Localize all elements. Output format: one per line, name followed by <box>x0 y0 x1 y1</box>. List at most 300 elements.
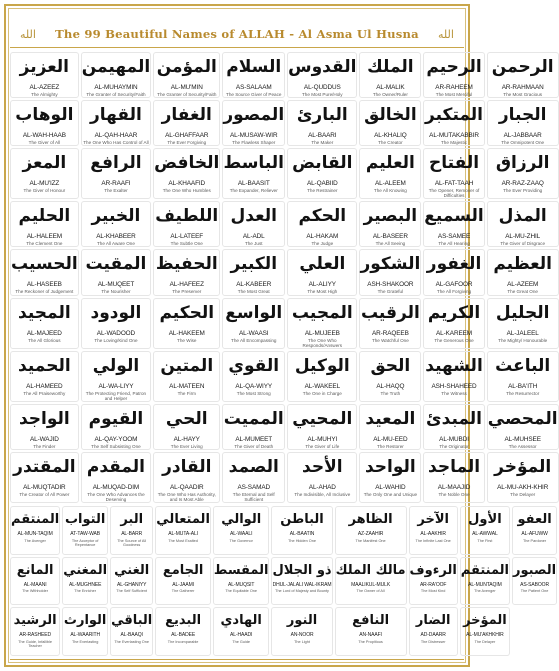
transliteration: AL-AHAD <box>308 483 336 491</box>
english-meaning: The Lord of Majesty and Bounty <box>275 589 329 594</box>
name-card <box>10 452 79 503</box>
english-meaning: The Giver of Disgrace <box>500 241 546 247</box>
transliteration: AL-AZEEM <box>507 281 539 289</box>
english-meaning: The Avenger <box>24 538 46 543</box>
english-meaning: The Creator <box>378 140 403 146</box>
name-card <box>487 100 559 146</box>
english-meaning: The Exalter <box>104 188 128 194</box>
english-meaning: The Hidden One <box>288 538 316 543</box>
name-card <box>81 404 151 450</box>
name-card <box>222 100 285 146</box>
arabic-calligraphy: البارئ <box>296 105 348 126</box>
transliteration: AL-HAQQ <box>376 382 405 390</box>
english-meaning: The All Knowing <box>373 188 407 194</box>
english-meaning: The Guide <box>232 639 251 644</box>
name-card <box>460 607 510 656</box>
transliteration: AL-MAJEED <box>26 329 62 337</box>
transliteration: AL-MUBDI <box>439 435 469 443</box>
name-card <box>110 506 153 555</box>
transliteration: AZ-ZAAHIR <box>357 531 384 537</box>
name-card <box>81 298 151 349</box>
transliteration: AL-LATEEF <box>170 233 204 241</box>
english-meaning: The Firm <box>177 390 196 396</box>
english-meaning: The Enricher <box>74 589 97 594</box>
transliteration: AL-MU'IZZ <box>29 180 60 188</box>
arabic-calligraphy: العفو <box>517 512 552 527</box>
english-meaning: The Subtle One <box>170 241 203 247</box>
name-card <box>10 100 79 146</box>
transliteration: AL-HALEEM <box>26 233 63 241</box>
english-meaning: The Finder <box>33 443 56 449</box>
name-card <box>10 249 79 295</box>
transliteration: AL-WA-LIYY <box>98 382 134 390</box>
english-meaning: The Source of All Goodness <box>117 538 147 547</box>
arabic-calligraphy: العظيم <box>493 254 552 275</box>
english-meaning: The One in Charge <box>302 390 342 396</box>
english-meaning: The Generous One <box>434 337 474 343</box>
english-meaning: The One Who Humbles <box>162 188 211 194</box>
name-card <box>409 506 458 555</box>
arabic-calligraphy: السميع <box>424 206 484 227</box>
name-card <box>81 351 151 402</box>
arabic-calligraphy: المميت <box>223 408 284 429</box>
transliteration: AT-TAW-WAB <box>70 531 101 537</box>
english-meaning: The One Who Advances the Deserving <box>87 491 145 502</box>
english-meaning: The Governor <box>229 538 253 543</box>
name-card <box>10 351 79 402</box>
name-card <box>487 52 559 98</box>
name-card <box>423 298 484 349</box>
arabic-calligraphy: الجامع <box>162 562 204 578</box>
arabic-calligraphy: الوالي <box>221 512 262 527</box>
name-card <box>287 249 357 295</box>
transliteration: AL-ALIYY <box>308 281 336 289</box>
transliteration: AL-MUQEET <box>97 281 135 289</box>
arabic-calligraphy: القوي <box>228 355 280 376</box>
english-meaning: The Patient One <box>520 589 549 594</box>
english-meaning: The One Who Has Control of All <box>83 140 149 146</box>
transliteration: AL-BADEE <box>171 632 196 639</box>
english-meaning: The Majestic <box>441 140 468 146</box>
english-meaning: The One Who Has Authority, and Is Most Able <box>157 491 216 502</box>
arabic-calligraphy: الرقيب <box>360 302 420 323</box>
transliteration: AL-BAARI <box>308 132 337 140</box>
english-meaning: The Omnipotent One <box>501 140 545 146</box>
name-card <box>153 452 220 503</box>
name-card <box>423 148 484 199</box>
transliteration: AL-MUTAKABBIR <box>429 132 479 140</box>
arabic-calligraphy: الفتاح <box>429 153 480 174</box>
name-card <box>487 351 559 402</box>
arabic-calligraphy: الحي <box>165 408 208 429</box>
name-card <box>81 201 151 247</box>
english-meaning: The Maker <box>311 140 334 146</box>
name-card <box>222 351 285 402</box>
arabic-calligraphy: الرحيم <box>426 57 482 77</box>
english-meaning: The Restrainer <box>307 188 338 194</box>
arabic-calligraphy: القابض <box>292 153 353 174</box>
transliteration: AL-ALEEM <box>374 180 406 188</box>
arabic-calligraphy: القهار <box>90 105 142 126</box>
name-card <box>81 100 151 146</box>
english-meaning: The Opener, Remover of Difficulties <box>428 188 480 199</box>
arabic-calligraphy: الصبور <box>513 562 557 578</box>
english-meaning: The Self Sufficient <box>116 589 148 594</box>
name-card <box>10 201 79 247</box>
arabic-calligraphy: القيوم <box>88 408 144 429</box>
transliteration: AL-GHANIYY <box>117 581 147 588</box>
english-meaning: The Delayer <box>474 639 496 644</box>
english-meaning: The All Hearing <box>438 241 470 247</box>
arabic-calligraphy: الواحد <box>364 456 416 477</box>
arabic-calligraphy: المبدئ <box>426 408 482 429</box>
name-card <box>335 607 407 656</box>
english-meaning: The All Seeing <box>375 241 406 247</box>
arabic-calligraphy: الجليل <box>495 302 550 323</box>
arabic-calligraphy: الباطن <box>280 512 324 527</box>
name-card <box>460 506 510 555</box>
name-card <box>409 557 458 606</box>
arabic-calligraphy: التواب <box>64 512 106 527</box>
arabic-calligraphy: الغني <box>114 562 150 578</box>
english-meaning: The Clement One <box>26 241 63 247</box>
transliteration: AL-WAH-HAAB <box>22 132 66 140</box>
english-meaning: The Expander, Reliever <box>229 188 278 194</box>
english-meaning: The Ever Providing <box>503 188 543 194</box>
transliteration: AL-QA-WIYY <box>235 382 273 390</box>
arabic-calligraphy: الماجد <box>428 456 481 477</box>
name-card <box>155 607 211 656</box>
name-card <box>487 404 559 450</box>
english-meaning: The Most Pure/Holy <box>302 92 343 98</box>
arabic-calligraphy: المؤخر <box>463 613 507 629</box>
transliteration: AL-WAKEEL <box>304 382 341 390</box>
transliteration: AL-MU-EED <box>373 435 408 443</box>
name-card <box>153 298 220 349</box>
name-card <box>10 404 79 450</box>
transliteration: AL-BARR <box>121 531 143 537</box>
arabic-calligraphy: المغني <box>63 562 108 578</box>
transliteration: AL-HAADI <box>230 632 253 639</box>
arabic-calligraphy: المقيت <box>85 254 147 275</box>
name-card <box>222 452 285 503</box>
english-meaning: The Owner/Ruler <box>372 92 408 98</box>
corner-calligraphy-right: الله <box>438 27 454 41</box>
english-meaning: The Most Strong <box>236 390 271 396</box>
english-meaning: The Giver of Life <box>305 443 340 449</box>
transliteration: AL-MUJEEB <box>304 329 340 337</box>
name-card <box>460 557 510 606</box>
arabic-calligraphy: الباقي <box>111 613 153 629</box>
name-card <box>287 404 357 450</box>
name-card <box>423 404 484 450</box>
name-card <box>335 557 407 606</box>
transliteration: AL-HAKEEM <box>168 329 205 337</box>
names-grid-main <box>10 52 558 502</box>
name-card <box>287 100 357 146</box>
transliteration: AL-WAASI <box>238 329 269 337</box>
english-meaning: The Wise <box>177 337 197 343</box>
english-meaning: The Flawless Shaper <box>232 140 276 146</box>
arabic-calligraphy: الحكم <box>298 206 347 227</box>
arabic-calligraphy: الرحمن <box>491 57 554 77</box>
name-card <box>81 52 151 98</box>
english-meaning: The Grateful <box>377 289 404 295</box>
english-meaning: The Most High <box>307 289 338 295</box>
transliteration: AL-WADOOD <box>96 329 136 337</box>
english-meaning: The Giver of Death <box>234 443 274 449</box>
english-meaning: The Pardoner <box>522 538 547 543</box>
english-meaning: The Distresser <box>420 639 446 644</box>
transliteration: AL-MUHYI <box>307 435 338 443</box>
arabic-calligraphy: البديع <box>165 613 202 629</box>
english-meaning: The Withholder <box>22 589 48 594</box>
arabic-calligraphy: الأول <box>468 512 502 527</box>
name-card <box>10 607 60 656</box>
english-meaning: The Noble One <box>438 491 470 497</box>
english-meaning: The Indivisible, All Inclusive <box>294 491 351 497</box>
arabic-calligraphy: الأحد <box>302 456 343 477</box>
name-card <box>153 404 220 450</box>
transliteration: AN-NOOR <box>290 632 314 639</box>
arabic-calligraphy: الخبير <box>91 206 141 227</box>
transliteration: AR-RAHMAAN <box>501 84 544 91</box>
arabic-calligraphy: العليم <box>365 153 415 174</box>
english-meaning: The Truth <box>380 390 401 396</box>
transliteration: AL-MU'AKHKHIR <box>466 632 504 639</box>
english-meaning: The Protecting Friend, Patron and Helper <box>85 390 147 401</box>
arabic-calligraphy: المجيد <box>18 302 71 323</box>
arabic-calligraphy: الكريم <box>427 302 481 323</box>
corner-calligraphy-left: الله <box>20 27 36 41</box>
name-card <box>155 506 211 555</box>
arabic-calligraphy: الغفور <box>426 254 482 275</box>
name-card <box>81 249 151 295</box>
transliteration: AL-KHALIQ <box>374 132 407 140</box>
arabic-calligraphy: الحميد <box>18 355 71 376</box>
arabic-calligraphy: الحق <box>370 355 411 376</box>
english-meaning: The Most Exalted <box>168 538 198 543</box>
english-meaning: The Most Gracious <box>503 92 543 98</box>
name-card <box>287 148 357 199</box>
arabic-calligraphy: المتعالي <box>156 512 210 527</box>
transliteration: AL-KAREEM <box>436 329 473 337</box>
arabic-calligraphy: المقدم <box>86 456 145 477</box>
transliteration: AL-QAY-YOOM <box>94 435 138 443</box>
name-card <box>81 148 151 199</box>
footer-divider <box>10 659 464 660</box>
transliteration: AL-MUMEET <box>235 435 273 443</box>
name-card <box>359 148 421 199</box>
english-meaning: The Most Great <box>237 289 270 295</box>
arabic-calligraphy: الغفار <box>161 105 212 126</box>
english-meaning: The Assessor <box>508 443 537 449</box>
transliteration: AL-JALEEL <box>506 329 539 337</box>
poster-header <box>10 22 464 46</box>
english-meaning: The Giver of Honour <box>23 188 66 194</box>
transliteration: AS-SALAAM <box>235 84 272 91</box>
transliteration: AL-MU-ZHIL <box>505 233 541 241</box>
transliteration: AL-AWWAL <box>472 531 498 537</box>
transliteration: AL-MUGHNEE <box>68 581 102 588</box>
poster-title: The 99 Beautiful Names of ALLAH - Al Asma Ul Husna <box>55 27 419 41</box>
name-card <box>213 607 270 656</box>
arabic-calligraphy: المحصي <box>487 408 558 429</box>
transliteration: AL-JAAMI <box>172 581 194 588</box>
name-card <box>335 506 407 555</box>
arabic-calligraphy: المؤمن <box>156 57 217 77</box>
arabic-calligraphy: الضار <box>415 613 451 629</box>
arabic-calligraphy: الشكور <box>360 254 421 275</box>
name-card <box>487 148 559 199</box>
transliteration: AL-MUN-TAQIM <box>17 531 53 537</box>
name-card <box>359 404 421 450</box>
name-card <box>359 100 421 146</box>
arabic-calligraphy: الوهاب <box>15 105 74 126</box>
arabic-calligraphy: الحفيظ <box>155 254 218 275</box>
english-meaning: The All Encompassing <box>231 337 277 343</box>
arabic-calligraphy: الباعث <box>495 355 551 376</box>
transliteration: AL-BAAQI <box>120 632 143 639</box>
arabic-calligraphy: النافع <box>352 613 390 629</box>
english-meaning: The Almighty <box>31 92 58 98</box>
name-card <box>10 557 60 606</box>
english-meaning: The Avenger <box>474 589 496 594</box>
english-meaning: The Propitious <box>358 639 383 644</box>
transliteration: AL-QABIID <box>306 180 338 188</box>
transliteration: AL-MUTA-ALI <box>168 531 198 537</box>
english-meaning: The All Aware One <box>96 241 135 247</box>
arabic-calligraphy: المعز <box>22 153 67 174</box>
arabic-calligraphy: الواجد <box>18 408 70 429</box>
name-card <box>62 607 108 656</box>
arabic-calligraphy: الخالق <box>364 105 417 126</box>
arabic-calligraphy: العزيز <box>19 57 70 77</box>
english-meaning: The Ever Living <box>170 443 203 449</box>
arabic-calligraphy: الكبير <box>230 254 278 275</box>
name-card <box>287 452 357 503</box>
english-meaning: The Gatherer <box>171 589 195 594</box>
transliteration: AL-WAJID <box>29 435 59 443</box>
arabic-calligraphy: الحسيب <box>11 254 78 275</box>
transliteration: ASH-SHAKOOR <box>367 281 414 289</box>
english-meaning: The Most Merciful <box>435 92 473 98</box>
transliteration: AR-RAZ-ZAAQ <box>501 180 544 188</box>
transliteration: AL-MUHSEE <box>504 435 541 443</box>
name-card <box>409 607 458 656</box>
name-card <box>359 249 421 295</box>
name-card <box>153 100 220 146</box>
arabic-calligraphy: الواسع <box>225 302 283 323</box>
arabic-calligraphy: الرشيد <box>13 613 57 629</box>
transliteration: AL-WAALI <box>230 531 253 537</box>
name-card <box>222 404 285 450</box>
english-meaning: The Only One and Unique <box>363 491 418 497</box>
english-meaning: The Light <box>294 639 310 644</box>
arabic-calligraphy: الخافض <box>154 153 220 174</box>
arabic-calligraphy: البر <box>120 512 144 527</box>
english-meaning: The Self Subsisting One <box>91 443 141 449</box>
arabic-calligraphy: العلي <box>299 254 346 275</box>
name-card <box>62 506 108 555</box>
name-card <box>222 249 285 295</box>
transliteration: AL-KHAAFID <box>168 180 206 188</box>
name-card <box>512 557 557 606</box>
transliteration: AL-QAH-HAAR <box>94 132 138 140</box>
arabic-calligraphy: الظاهر <box>348 512 393 527</box>
transliteration: AL-QAADIR <box>169 483 204 491</box>
transliteration: DHUL-JALALI WAL-IKRAM <box>272 581 332 588</box>
arabic-calligraphy: الجبار <box>498 105 547 126</box>
name-card <box>287 351 357 402</box>
name-card <box>359 201 421 247</box>
arabic-calligraphy: السلام <box>226 57 282 77</box>
transliteration: AL-AZEEZ <box>29 84 60 91</box>
arabic-calligraphy: الحليم <box>18 206 71 227</box>
name-card <box>10 52 79 98</box>
name-card <box>153 201 220 247</box>
name-card <box>487 298 559 349</box>
name-card <box>271 607 332 656</box>
transliteration: AL-MUQSIT <box>228 581 255 588</box>
arabic-calligraphy: الصمد <box>228 456 279 477</box>
transliteration: AR-RASHEED <box>19 632 51 639</box>
arabic-calligraphy: المنتقم <box>11 512 60 527</box>
name-card <box>110 607 153 656</box>
name-card <box>271 557 332 606</box>
transliteration: AS-SAMEE <box>437 233 471 241</box>
name-card <box>359 351 421 402</box>
arabic-calligraphy: الباسط <box>223 153 284 174</box>
transliteration: AR-RAAFI <box>101 180 131 188</box>
transliteration: AR-RA'OOF <box>419 581 447 588</box>
english-meaning: The Great One <box>507 289 538 295</box>
transliteration: AL-MATEEN <box>169 382 205 390</box>
transliteration: AL-MUQAD-DIM <box>92 483 140 491</box>
name-card <box>271 506 332 555</box>
transliteration: AL-JABBAAR <box>503 132 542 140</box>
transliteration: AL-HAFEEZ <box>169 281 204 289</box>
english-meaning: The Equitable One <box>225 589 258 594</box>
name-card <box>423 52 484 98</box>
arabic-calligraphy: المتكبر <box>425 105 483 126</box>
transliteration: AL-BASEER <box>372 233 408 241</box>
names-grid-compact <box>10 506 557 656</box>
transliteration: AL-MALIK <box>376 84 405 91</box>
transliteration: AR-RAHEEM <box>435 84 473 91</box>
english-meaning: The Watchful One <box>371 337 409 343</box>
name-card <box>487 201 559 247</box>
arabic-calligraphy: المصور <box>223 105 285 126</box>
arabic-calligraphy: الرزاق <box>495 153 550 174</box>
english-meaning: The Reckoner of Judgement <box>15 289 74 295</box>
transliteration: AL-KHABEER <box>96 233 136 241</box>
name-card <box>487 452 559 503</box>
arabic-calligraphy: المذل <box>498 206 547 227</box>
transliteration: AL-MAANI <box>23 581 47 588</box>
arabic-calligraphy: الملك <box>367 57 414 77</box>
name-card <box>213 506 270 555</box>
name-card <box>222 148 285 199</box>
english-meaning: The Incomparable <box>167 639 199 644</box>
transliteration: AL-ADL <box>242 233 265 241</box>
name-card <box>487 249 559 295</box>
arabic-calligraphy: المنتقم <box>460 562 510 578</box>
name-card <box>153 148 220 199</box>
name-card <box>10 506 60 555</box>
transliteration: AL-WAHID <box>375 483 406 491</box>
english-meaning: The Everlasting One <box>114 639 149 644</box>
